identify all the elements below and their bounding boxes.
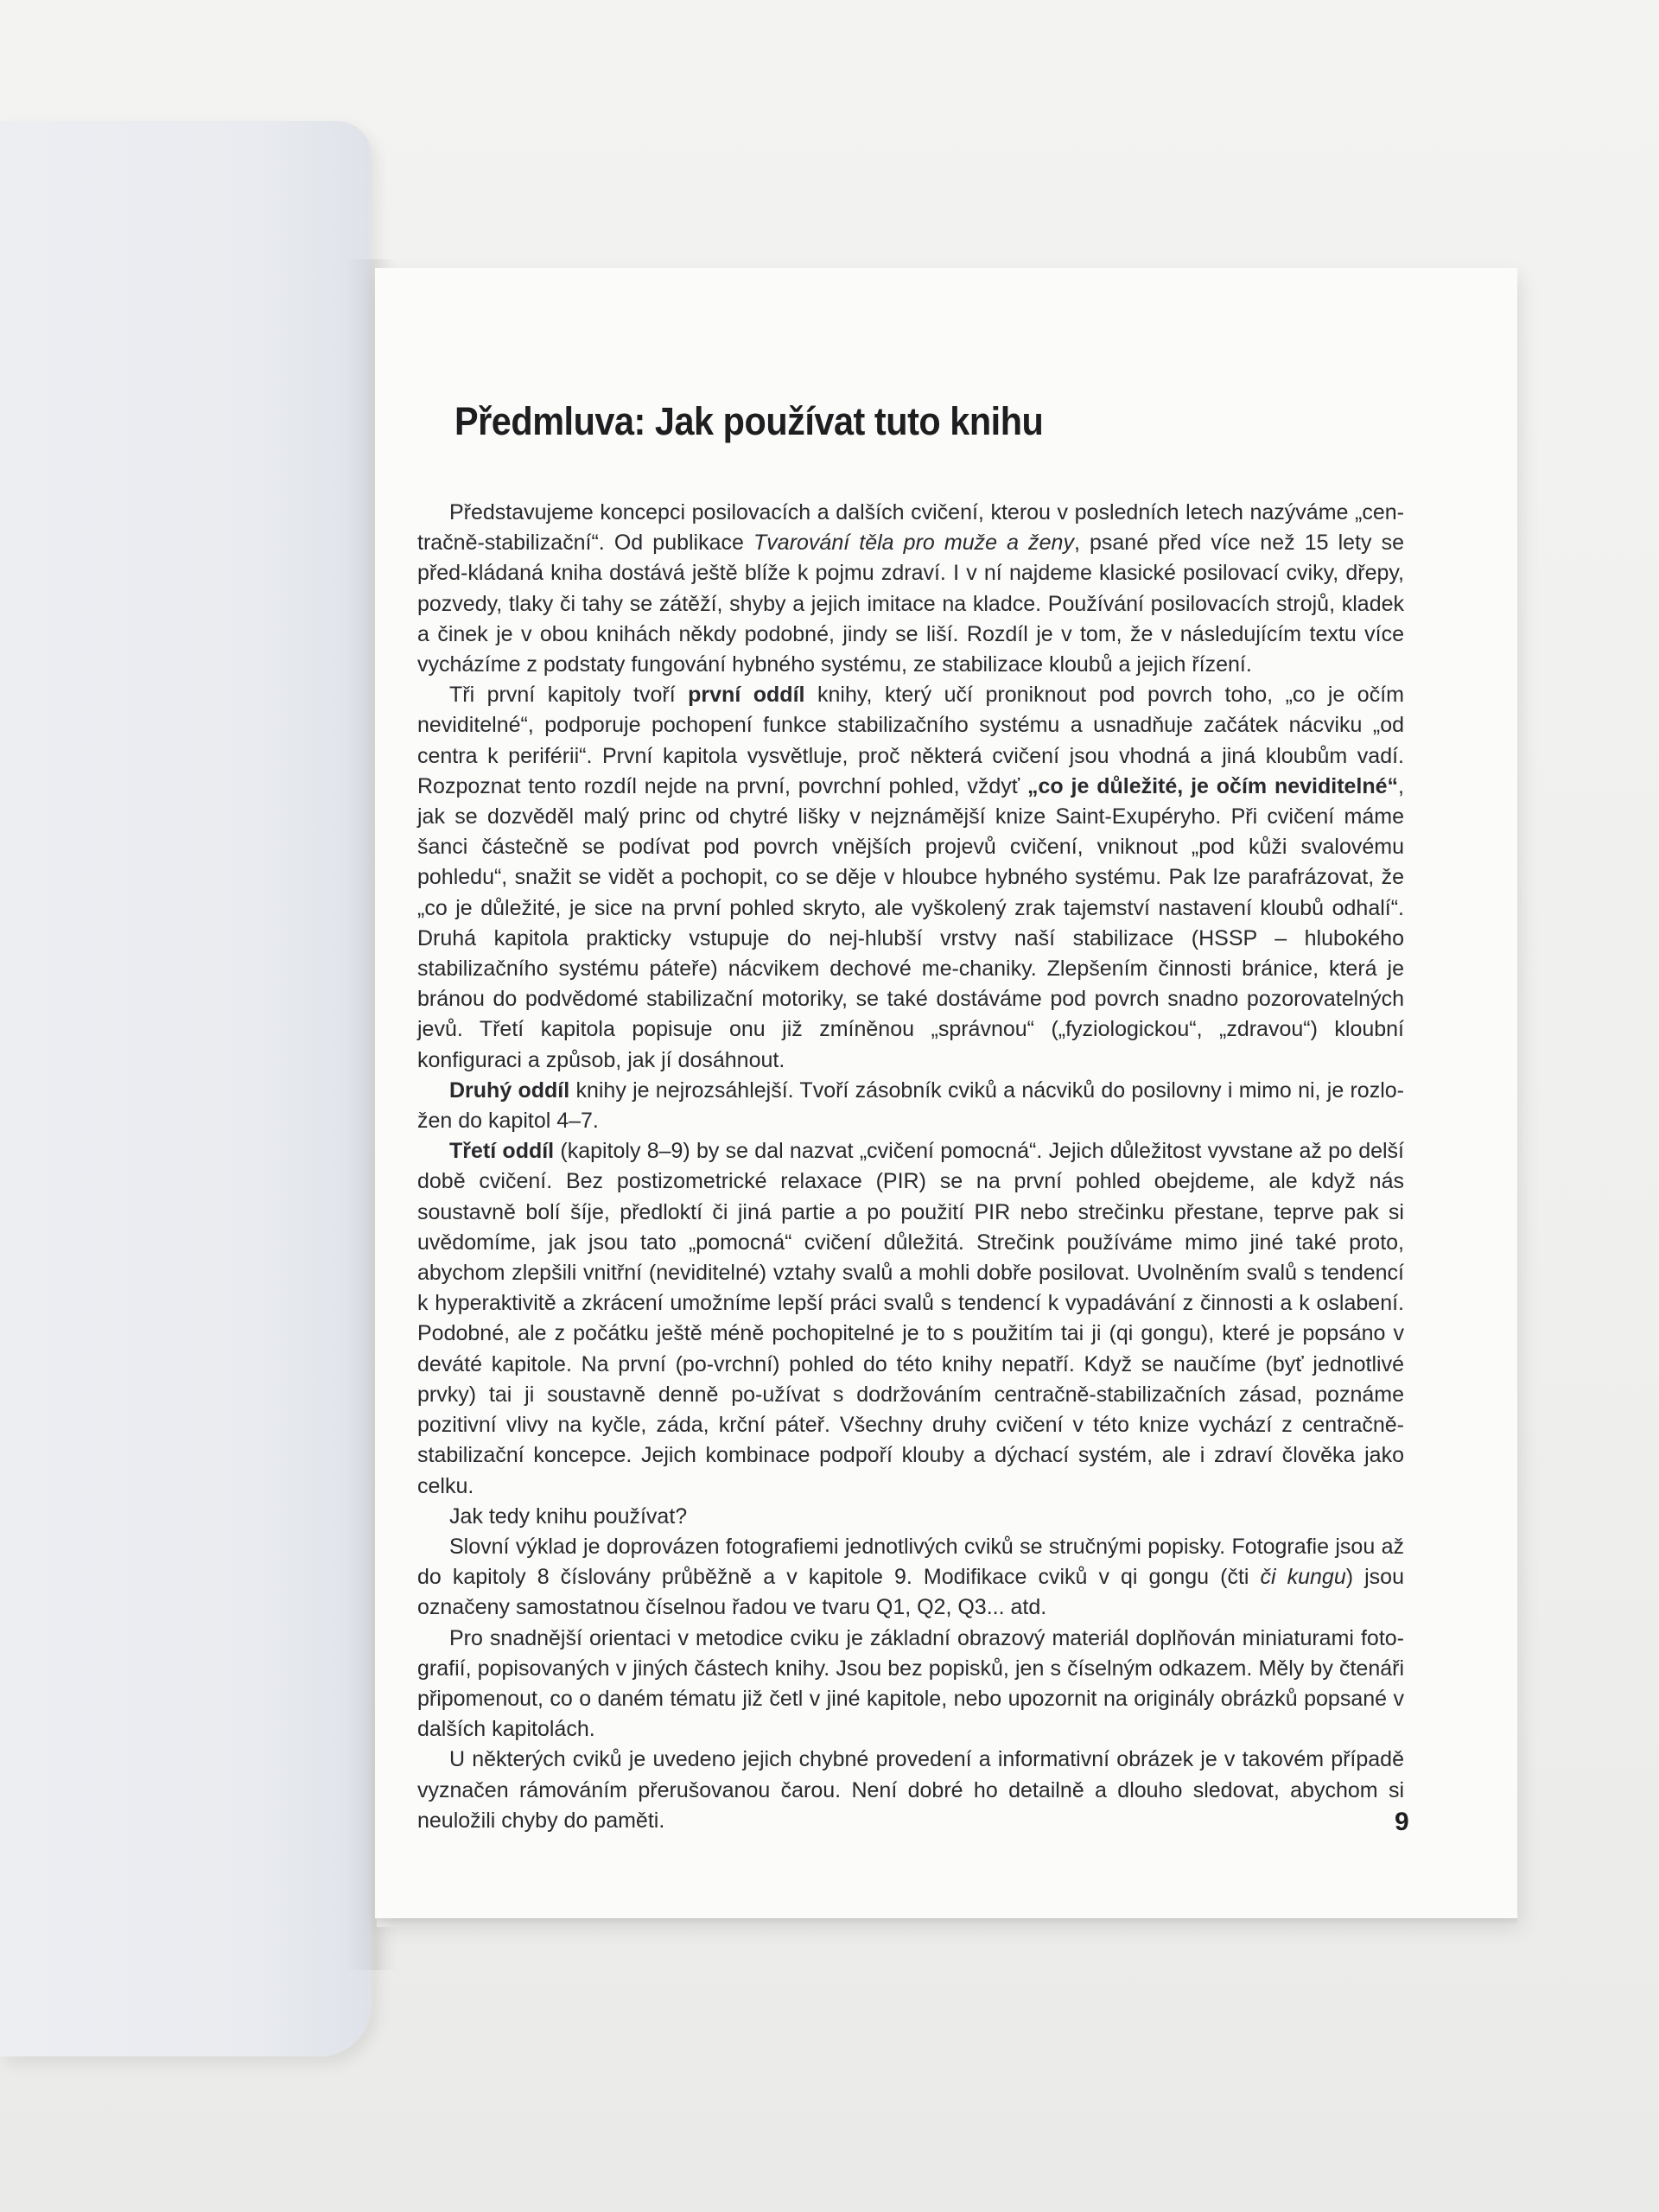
- text-run: knihy je nejrozsáhlejší. Tvoří zásobník cviků a nácviků do posilovny i mimo ni, je rozlo-žen do kapitol 4–7.: [417, 1077, 1404, 1134]
- text-run: U některých cviků je uvedeno jejich chybné provedení a informativní obrázek je v takovém případě vyznačen rámováním přerušovanou čarou. Není dobré ho detailně a dlouho sledovat, abychom si neuložili chyby do paměti.: [417, 1747, 1404, 1833]
- paragraph: [417, 1502, 1404, 1532]
- emphasis-italic: Tvarování těla pro muže a ženy: [753, 531, 1074, 556]
- emphasis-italic: či kungu: [1260, 1565, 1346, 1590]
- paragraph: [417, 1624, 1404, 1745]
- paragraph: [417, 1745, 1404, 1836]
- text-run: Slovní výklad je doprovázen fotografiemi jednotlivých cviků se stručnými popisky. Fotografie jsou až do kapitoly 8 číslovány průběžně a v kapitole 9. Modifikace cviků v qi gongu (čti: [417, 1534, 1404, 1590]
- text-run: (kapitoly 8–9) by se dal nazvat „cvičení pomocná“. Jejich důležitost vyvstane až po delší době cvičení. Bez postizometrické relaxace (PIR) se na první pohled obejdeme, ale když nás soustavně bolí šíje, předloktí či jiná partie a po použití PIR nebo strečinku přestane, teprve pak si uvědomíme, jak jsou tato „pomocná“ cvičení důležitá. Strečink používáme mimo jiné také proto, abychom zlepšili vnitřní (neviditelné) vztahy svalů a mohli dobře posilovat. Uvolněním svalů s tendencí k hyperaktivitě a zkrácení umožníme lepší práci svalů s tendencí k vypadávání z činnosti a k oslabení. Podobné, ale z počátku ještě méně pochopitelné je to s použitím tai ji (qi gongu), které je popsáno v deváté kapitole. Na první (po-vrchní) pohled do této knihy nepatří. Když se naučíme (byť jednotlivé prvky) tai ji soustavně denně po-užívat s dodržováním centračně-stabilizačních zásad, poznáme pozitivní vlivy na kyčle, záda, krční páteř. Všechny druhy cvičení v této knize vychází z centračně-stabilizační koncepce. Jejich kombinace podpoří klouby a dýchací systém, ale i zdraví člověka jako celku.: [417, 1139, 1405, 1498]
- left-page: [0, 121, 372, 2056]
- text-run: ) jsou označeny samostatnou číselnou řadou ve tvaru Q1, Q2, Q3... atd.: [417, 1565, 1404, 1620]
- text-run: Tři první kapitoly tvoří: [449, 683, 689, 708]
- text-run: Pro snadnější orientaci v metodice cviku je základní obrazový materiál doplňován miniaturami foto-grafií, popisovaných v jiných částech knihy. Jsou bez popisků, jen s číselným odkazem. Měly by čtenáři připomenout, co o daném tématu již četl v jiné kapitole, nebo upozornit na originály obrázků popsané v dalších kapitolách.: [417, 1625, 1404, 1742]
- emphasis-bold: „co je důležité, je očím neviditelné“: [1027, 773, 1399, 798]
- body-text: [417, 498, 1404, 1836]
- paragraph: [417, 498, 1404, 680]
- text-run: Představujeme koncepci posilovacích a dalších cvičení, kterou v posledních letech nazýváme „cen-tračně-stabilizační“. Od publikace: [417, 500, 1404, 556]
- paragraph: [417, 1136, 1404, 1501]
- text-run: , psané před více než 15 lety se před-kládaná kniha dostává ještě blíže k pojmu zdraví. I v ní najdeme klasické posilovací cviky, dřepy, pozvedy, tlaky či tahy se zátěží, shyby a jejich imitace na kladce. Používání posilovacích strojů, kladek a činek je v obou knihách někdy podobné, jindy se liší. Rozdíl je v tom, že v následujícím textu více vycházíme z podstaty fungování hybného systému, ze stabilizace kloubů a jejich řízení.: [417, 531, 1405, 677]
- paragraph: [417, 680, 1404, 1076]
- emphasis-bold: Druhý oddíl: [449, 1077, 570, 1103]
- paragraph: [417, 1532, 1404, 1624]
- paragraph: [417, 1076, 1404, 1136]
- emphasis-bold: první oddíl: [688, 683, 805, 708]
- emphasis-bold: Třetí oddíl: [449, 1139, 555, 1164]
- text-run: , jak se dozvěděl malý princ od chytré lišky v nejznámější knize Saint-Exupéryho. Při cvičení máme šanci částečně se podívat pod povrch vnějších projevů cvičení, vniknout „pod kůži svalovému pohledu“, snažit se vidět a pochopit, co se děje v hloubce hybného systému. Pak lze parafrázovat, že „co je důležité, je sice na první pohled skryto, ale vyškolený zrak tajemství nastavení kloubů odhalí“. Druhá kapitola prakticky vstupuje do nej-hlubší vrstvy naší stabilizace (HSSP – hlubokého stabilizačního systému páteře) nácvikem dechové me-chaniky. Zlepšením činnosti bránice, která je bránou do podvědomé stabilizační motoriky, se také dostáváme pod povrch snadno pozorovatelných jevů. Třetí kapitola popisuje onu již zmíněnou „správnou“ („fyziologickou“, „zdravou“) kloubní konfiguraci a způsob, jak jí dosáhnout.: [417, 773, 1404, 1072]
- page-number: 9: [1395, 1808, 1409, 1836]
- text-run: knihy, který učí proniknout pod povrch toho, „co je očím neviditelné“, podporuje pochopení funkce stabilizačního systému a usnadňuje začátek nácviku „od centra k periférii“. První kapitola vysvětluje, proč některá cvičení jsou vhodná a jiná kloubům vadí. Rozpoznat tento rozdíl nejde na první, povrchní pohled, vždyť: [417, 683, 1404, 798]
- chapter-title: Předmluva: Jak používat tuto knihu: [454, 399, 1044, 444]
- text-run: Jak tedy knihu používat?: [449, 1503, 688, 1529]
- right-page: [375, 268, 1517, 1918]
